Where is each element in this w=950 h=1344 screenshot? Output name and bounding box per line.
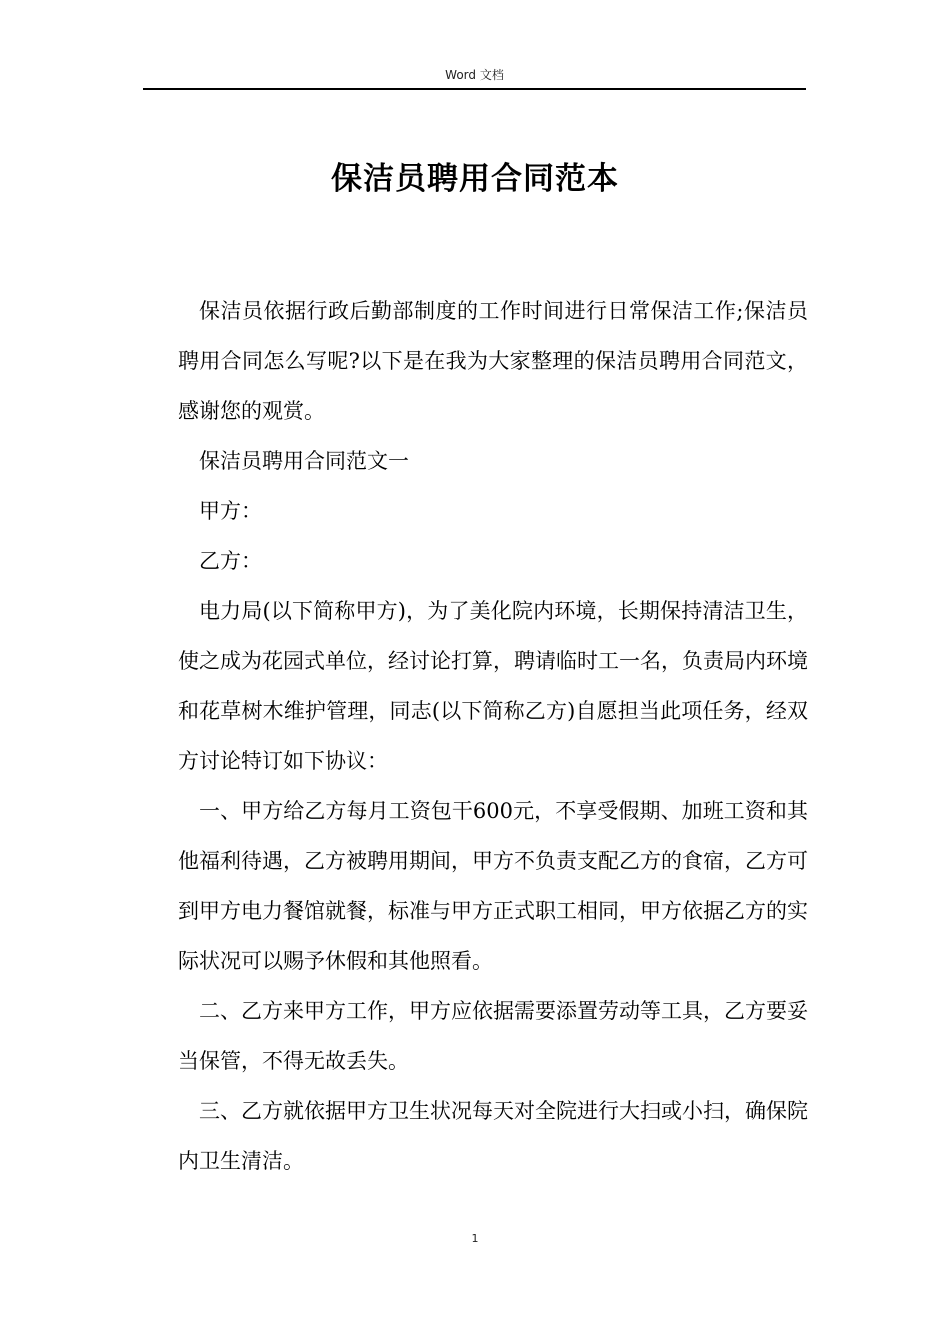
- preamble-paragraph: 电力局(以下简称甲方)，为了美化院内环境，长期保持清洁卫生，使之成为花园式单位，经讨论打算，聘请临时工一名，负责局内环境和花草树木维护管理，同志(以下简称乙方)自愿担当此项任务，经双方讨论特订如下协议：: [178, 599, 808, 773]
- clause-3: 三、乙方就依据甲方卫生状况每天对全院进行大扫或小扫，确保院内卫生清洁。: [178, 1099, 808, 1173]
- section-heading: 保洁员聘用合同范文一: [199, 449, 409, 473]
- page-number: 1: [471, 1232, 479, 1245]
- document-body: [178, 286, 808, 1186]
- party-b-line: 乙方：: [199, 549, 262, 573]
- header-text: Word 文档: [445, 68, 504, 82]
- clause-2: 二、乙方来甲方工作，甲方应依据需要添置劳动等工具，乙方要妥当保管，不得无故丢失。: [178, 999, 808, 1073]
- intro-paragraph: 保洁员依据行政后勤部制度的工作时间进行日常保洁工作;保洁员聘用合同怎么写呢?以下是在我为大家整理的保洁员聘用合同范文，感谢您的观赏。: [178, 299, 808, 423]
- clause-1: 一、甲方给乙方每月工资包干600元，不享受假期、加班工资和其他福利待遇，乙方被聘用期间，甲方不负责支配乙方的食宿，乙方可到甲方电力餐馆就餐，标准与甲方正式职工相同，甲方依据乙方的实际状况可以赐予休假和其他照看。: [178, 799, 808, 973]
- document-title: 保洁员聘用合同范本: [331, 161, 619, 197]
- page-header: [143, 64, 806, 90]
- party-a-line: 甲方：: [199, 499, 262, 523]
